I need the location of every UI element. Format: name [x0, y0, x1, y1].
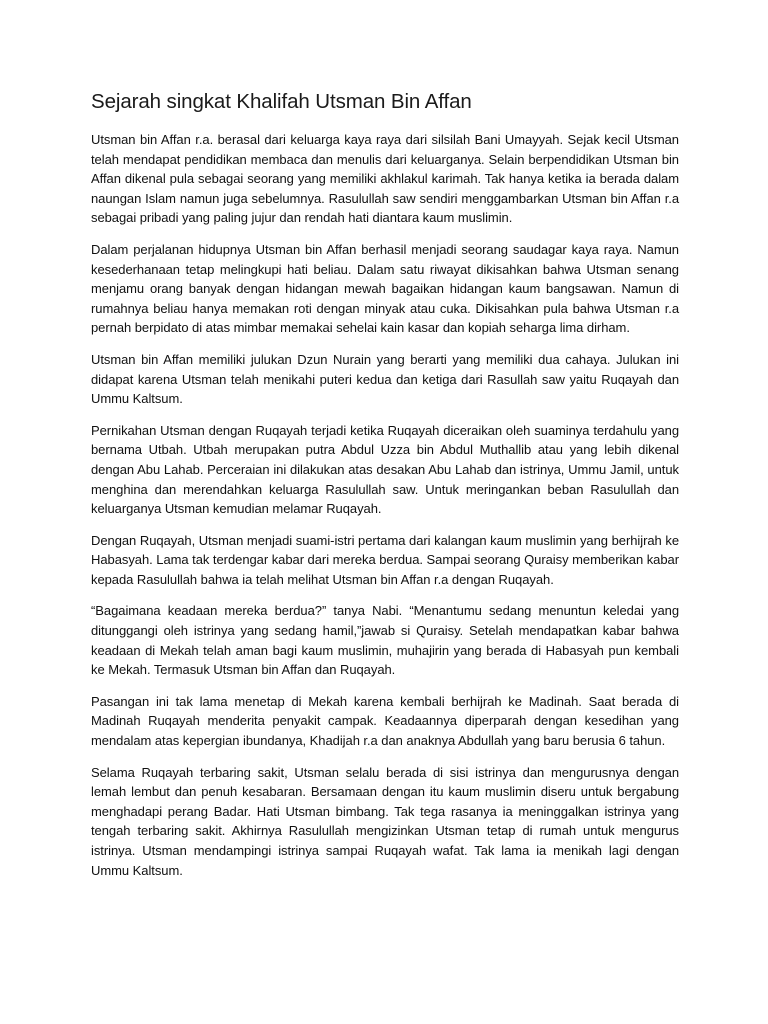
paragraph-3: Utsman bin Affan memiliki julukan Dzun Nurain yang berarti yang memiliki dua cahaya. Julukan ini didapat karena Utsman telah menikahi puteri kedua dan ketiga dari Rasullah saw yaitu Ruqayah dan Ummu Kaltsum. — [91, 351, 679, 407]
paragraph-7: Pasangan ini tak lama menetap di Mekah karena kembali berhijrah ke Madinah. Saat berada di Madinah Ruqayah menderita penyakit campak. Keadaannya diperparah dengan kesedihan yang mendalam atas kepergian ibundanya, Khadijah r.a dan anaknya Abdullah yang baru berusia 6 tahun. — [91, 693, 679, 749]
paragraph-2: Dalam perjalanan hidupnya Utsman bin Affan berhasil menjadi seorang saudagar kaya raya. Namun kesederhanaan tetap melingkupi hati beliau. Dalam satu riwayat dikisahkan bahwa Utsman senang menjamu orang banyak dengan hidangan mewah bagaikan hidangan kaum bangsawan. Namun di rumahnya beliau hanya memakan roti dengan minyak atau cuka. Dikisahkan pula bahwa Utsman r.a pernah berpidato di atas mimbar memakai sehelai kain kasar dan kopiah seharga lima dirham. — [91, 241, 679, 336]
paragraph-4: Pernikahan Utsman dengan Ruqayah terjadi ketika Ruqayah diceraikan oleh suaminya terdahulu yang bernama Utbah. Utbah merupakan putra Abdul Uzza bin Abdul Muthallib atau yang lebih dikenal dengan Abu Lahab. Perceraian ini dilakukan atas desakan Abu Lahab dan istrinya, Ummu Jamil, untuk menghina dan merendahkan keluarga Rasulullah saw. Untuk meringankan beban Rasulullah dan keluarganya Utsman kemudian melamar Ruqayah. — [91, 422, 679, 517]
paragraph-6: “Bagaimana keadaan mereka berdua?” tanya Nabi. “Menantumu sedang menuntun keledai yang ditunggangi oleh istrinya yang sedang hamil,”jawab si Quraisy. Setelah mendapatkan kabar bahwa keadaan di Mekah telah aman bagi kaum muslimin, muhajirin yang berada di Habasyah pun kembali ke Mekah. Termasuk Utsman bin Affan dan Ruqayah. — [91, 603, 679, 678]
document-page — [91, 88, 679, 892]
document-title: Sejarah singkat Khalifah Utsman Bin Affan — [91, 90, 472, 113]
paragraph-8: Selama Ruqayah terbaring sakit, Utsman selalu berada di sisi istrinya dan mengurusnya dengan lemah lembut dan penuh kesabaran. Bersamaan dengan itu kaum muslimin diseru untuk bergabung menghadapi perang Badar. Hati Utsman bimbang. Tak tega rasanya ia meninggalkan istrinya yang tengah terbaring sakit. Akhirnya Rasulullah mengizinkan Utsman tetap di rumah untuk mengurus istrinya. Utsman mendampingi istrinya sampai Ruqayah wafat. Tak lama ia menikah lagi dengan Ummu Kaltsum. — [91, 764, 679, 878]
paragraph-5: Dengan Ruqayah, Utsman menjadi suami-istri pertama dari kalangan kaum muslimin yang berhijrah ke Habasyah. Lama tak terdengar kabar dari mereka berdua. Sampai seorang Quraisy memberikan kabar kepada Rasulullah bahwa ia telah melihat Utsman bin Affan r.a dengan Ruqayah. — [91, 532, 679, 587]
paragraph-1: Utsman bin Affan r.a. berasal dari keluarga kaya raya dari silsilah Bani Umayyah. Sejak kecil Utsman telah mendapat pendidikan membaca dan menulis dari keluarganya. Selain berpendidikan Utsman bin Affan dikenal pula sebagai seorang yang memiliki akhlakul karimah. Tak hanya ketika ia berada dalam naungan Islam namun juga sebelumnya. Rasulullah saw sendiri menggambarkan Utsman bin Affan r.a sebagai pribadi yang paling jujur dan rendah hati diantara kaum muslimin. — [91, 132, 679, 226]
